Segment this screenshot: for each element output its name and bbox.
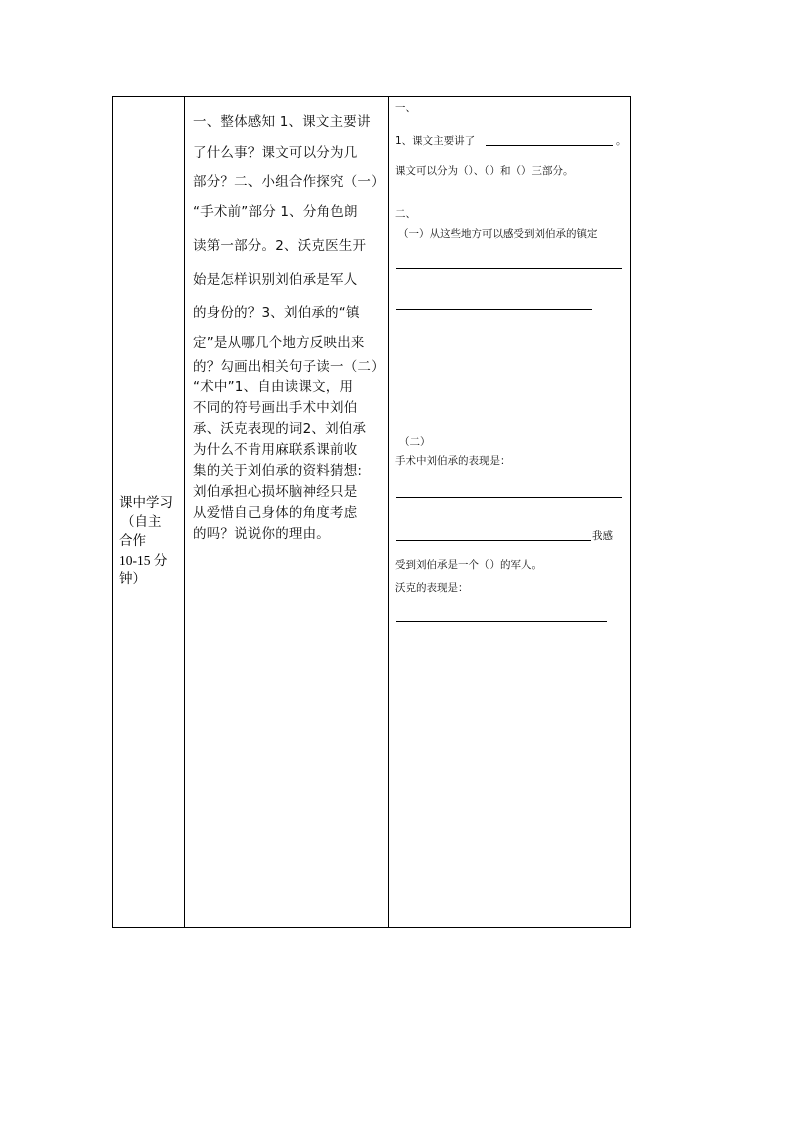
woke-answer-blank[interactable] (396, 621, 607, 622)
sub2-sentence: 受到刘伯承是一个（）的军人。 (395, 559, 542, 571)
sub2-prompt: 手术中刘伯承的表现是： (395, 455, 511, 467)
sub1-answer-blank-2[interactable] (396, 309, 592, 310)
q1-answer-blank[interactable] (486, 145, 613, 146)
part2-heading: 二、 (395, 208, 416, 220)
q2-parts: 课文可以分为（）、（）和（）三部分。 (395, 165, 574, 177)
sub1-prompt: （一）从这些地方可以感受到刘伯承的镇定 (398, 228, 598, 240)
activity-line-5: 读第一部分。2、沃克医生开 (193, 238, 367, 254)
stage-label-line-1: 课中学习 (119, 495, 173, 511)
activity-line-10: “术中”1、自由读课文，用 (193, 379, 354, 395)
sub2-answer-blank-2[interactable] (396, 540, 591, 541)
sub2-wogan: 我感 (592, 530, 613, 542)
stage-label-line-4: 10-15 分 (119, 553, 168, 568)
activity-line-12: 承、沃克表现的词2、刘伯承 (193, 421, 367, 437)
sub2-answer-blank-1[interactable] (396, 497, 622, 498)
activity-line-11: 不同的符号画出手术中刘伯 (193, 400, 358, 416)
activity-line-9: 的？勾画出相关句子读一（二） (193, 359, 385, 375)
activity-line-6: 始是怎样识别刘伯承是军人 (193, 272, 358, 288)
sub1-answer-blank-1[interactable] (396, 268, 622, 269)
activity-line-1: 一、整体感知 1、课文主要讲 (193, 114, 371, 130)
q1-prefix: 1、课文主要讲了 (395, 135, 476, 147)
activity-line-16: 从爱惜自己身体的角度考虑 (193, 505, 358, 521)
activity-line-15: 刘伯承担心损坏脑神经只是 (193, 484, 358, 500)
activity-line-3: 部分？二、小组合作探究（一） (193, 174, 385, 190)
activity-line-2: 了什么事？课文可以分为几 (193, 145, 358, 161)
activity-cell (193, 107, 383, 545)
activity-line-13: 为什么不肯用麻联系课前收 (193, 442, 358, 458)
activity-line-8: 定”是从哪几个地方反映出来 (193, 335, 365, 351)
column-divider-2 (388, 97, 389, 927)
column-divider-1 (184, 97, 185, 927)
activity-line-4: “手术前”部分 1、分角色朗 (193, 204, 358, 220)
q1-suffix: 。 (616, 135, 627, 147)
activity-line-17: 的吗？说说你的理由。 (193, 526, 330, 542)
stage-label-line-3: 合作 (119, 533, 146, 549)
stage-label-line-5: 钟） (119, 571, 146, 587)
woke-prompt: 沃克的表现是： (395, 582, 469, 594)
stage-label-cell (119, 494, 183, 589)
stage-label-line-2: （自主 (121, 514, 162, 530)
activity-line-7: 的身份的？3、刘伯承的“镇 (193, 305, 360, 321)
activity-line-14: 集的关于刘伯承的资料猜想: (193, 463, 363, 479)
lesson-table (112, 96, 631, 928)
sub2-heading: （二） (399, 436, 431, 448)
part1-heading: 一、 (395, 102, 416, 114)
